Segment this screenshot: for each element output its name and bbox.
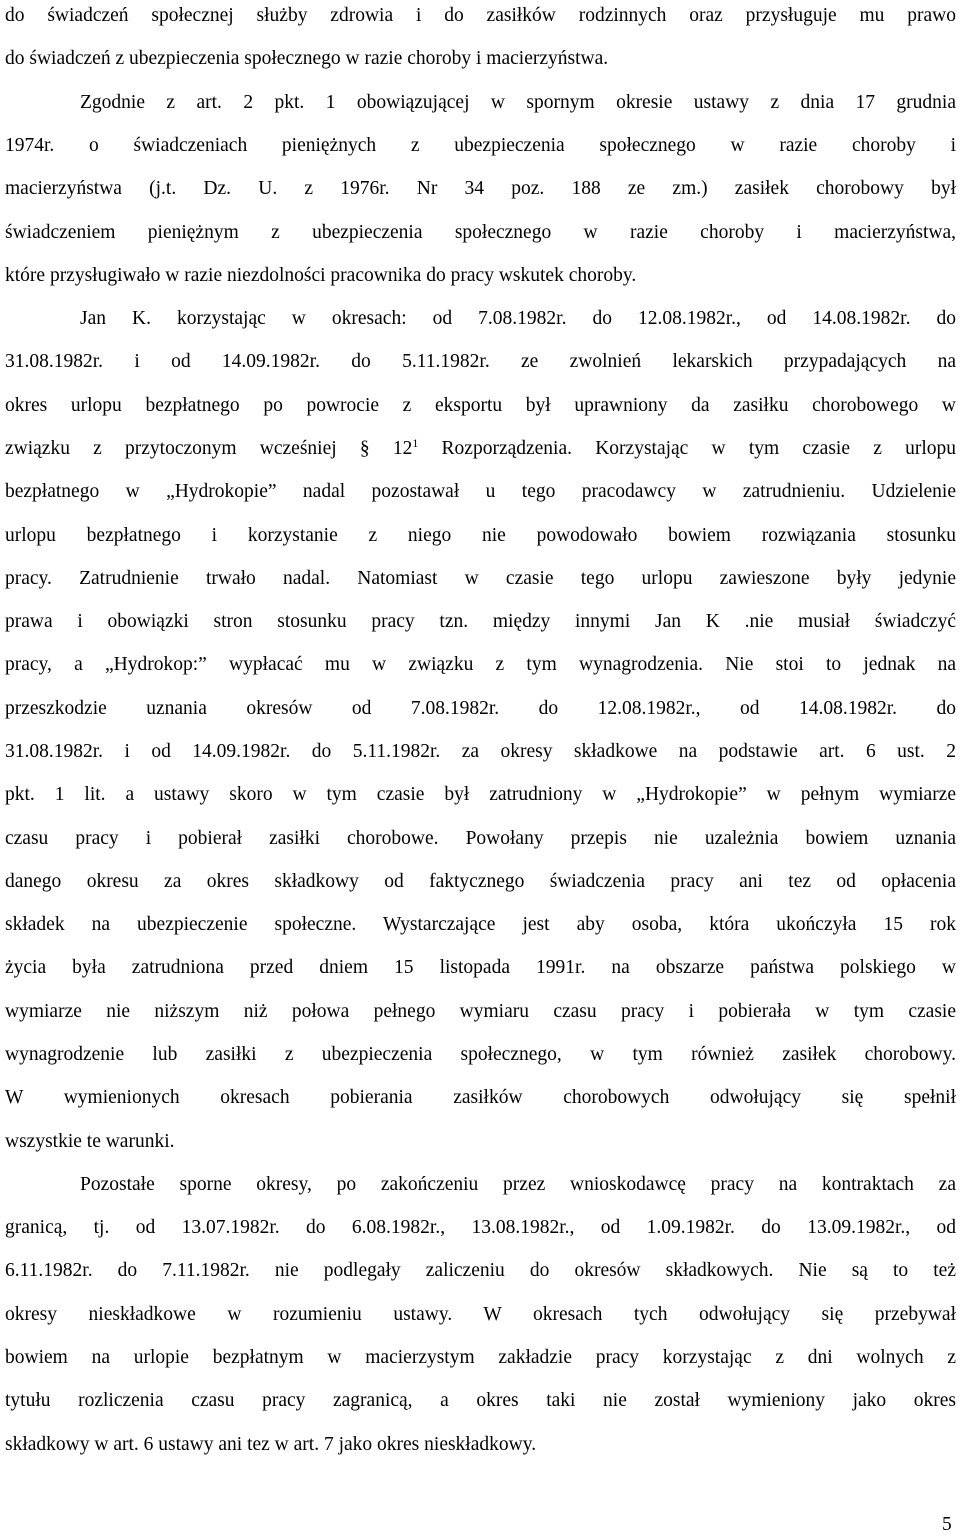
text-line: granicą, tj. od 13.07.1982r. do 6.08.1982r., 13.08.1982r., od 1.09.1982r. do 13.09.1982r., od [5,1217,956,1238]
text-line [5,435,956,463]
text-line: pkt. 1 lit. a ustawy skoro w tym czasie był zatrudniony w „Hydrokopie” w pełnym wymiarze [5,784,956,805]
text-line: Pozostałe sporne okresy, po zakończeniu przez wnioskodawcę pracy na kontraktach za [80,1174,956,1195]
text-line: prawa i obowiązki stron stosunku pracy tzn. między innymi Jan K .nie musiał świadczyć [5,611,956,632]
text-line: do świadczeń społecznej służby zdrowia i do zasiłków rodzinnych oraz przysługuje mu prawo [5,5,956,26]
superscript: 1 [412,436,419,450]
text-line: urlopu bezpłatnego i korzystanie z niego nie powodowało bowiem rozwiązania stosunku [5,525,956,546]
text-line: do świadczeń z ubezpieczenia społecznego w razie choroby i macierzyństwa. [5,48,609,69]
text-line: pracy, a „Hydrokop:” wypłacać mu w związku z tym wynagrodzenia. Nie stoi to jednak na [5,654,956,675]
text-line: tytułu rozliczenia czasu pracy zagranicą, a okres taki nie został wymieniony jako okres [5,1390,956,1411]
text-line: danego okresu za okres składkowy od faktycznego świadczenia pracy ani tez od opłacenia [5,871,956,892]
text-line: pracy. Zatrudnienie trwało nadal. Natomiast w czasie tego urlopu zawieszone były jedynie [5,568,956,589]
text-line: W wymienionych okresach pobierania zasiłków chorobowych odwołujący się spełnił [5,1087,956,1108]
text-line: 1974r. o świadczeniach pieniężnych z ubezpieczenia społecznego w razie choroby i [5,135,956,156]
text-line: Jan K. korzystając w okresach: od 7.08.1982r. do 12.08.1982r., od 14.08.1982r. do [80,308,956,329]
text-line: wynagrodzenie lub zasiłki z ubezpieczenia społecznego, w tym również zasiłek chorobowy. [5,1044,956,1065]
text-line: okresy nieskładkowe w rozumieniu ustawy. W okresach tych odwołujący się przebywał [5,1304,956,1325]
text-line: czasu pracy i pobierał zasiłki chorobowe. Powołany przepis nie uzależnia bowiem uznania [5,828,956,849]
text-line: 31.08.1982r. i od 14.09.1982r. do 5.11.1982r. ze zwolnień lekarskich przypadających na [5,351,956,372]
text-line: życia była zatrudniona przed dniem 15 listopada 1991r. na obszarze państwa polskiego w [5,957,956,978]
text-line: świadczeniem pieniężnym z ubezpieczenia społecznego w razie choroby i macierzyństwa, [5,222,956,243]
text-line: przeszkodzie uznania okresów od 7.08.1982r. do 12.08.1982r., od 14.08.1982r. do [5,698,956,719]
text-segment: związku z przytoczonym wcześniej § 12 [5,438,413,459]
text-line: które przysługiwało w razie niezdolności pracownika do pracy wskutek choroby. [5,265,637,286]
text-line: składek na ubezpieczenie społeczne. Wystarczające jest aby osoba, która ukończyła 15 rok [5,914,956,935]
text-line: wszystkie te warunki. [5,1131,175,1152]
text-line: wymiarze nie niższym niż połowa pełnego wymiaru czasu pracy i pobierała w tym czasie [5,1001,956,1022]
text-line: okres urlopu bezpłatnego po powrocie z eksportu był uprawniony da zasiłku chorobowego w [5,395,956,416]
text-line: macierzyństwa (j.t. Dz. U. z 1976r. Nr 34 poz. 188 ze zm.) zasiłek chorobowy był [5,178,956,199]
text-segment: Rozporządzenia. Korzystając w tym czasie z urlopu [418,438,956,459]
text-line: składkowy w art. 6 ustawy ani tez w art. 7 jako okres nieskładkowy. [5,1434,537,1455]
text-line: 31.08.1982r. i od 14.09.1982r. do 5.11.1982r. za okresy składkowe na podstawie art. 6 ust. 2 [5,741,956,762]
text-line: bowiem na urlopie bezpłatnym w macierzystym zakładzie pracy korzystając z dni wolnych z [5,1347,956,1368]
text-line: Zgodnie z art. 2 pkt. 1 obowiązującej w spornym okresie ustawy z dnia 17 grudnia [80,92,956,113]
text-line: 6.11.1982r. do 7.11.1982r. nie podlegały zaliczeniu do okresów składkowych. Nie są to też [5,1260,956,1281]
page-number: 5 [942,1514,952,1535]
text-line: bezpłatnego w „Hydrokopie” nadal pozostawał u tego pracodawcy w zatrudnieniu. Udzielenie [5,481,956,502]
